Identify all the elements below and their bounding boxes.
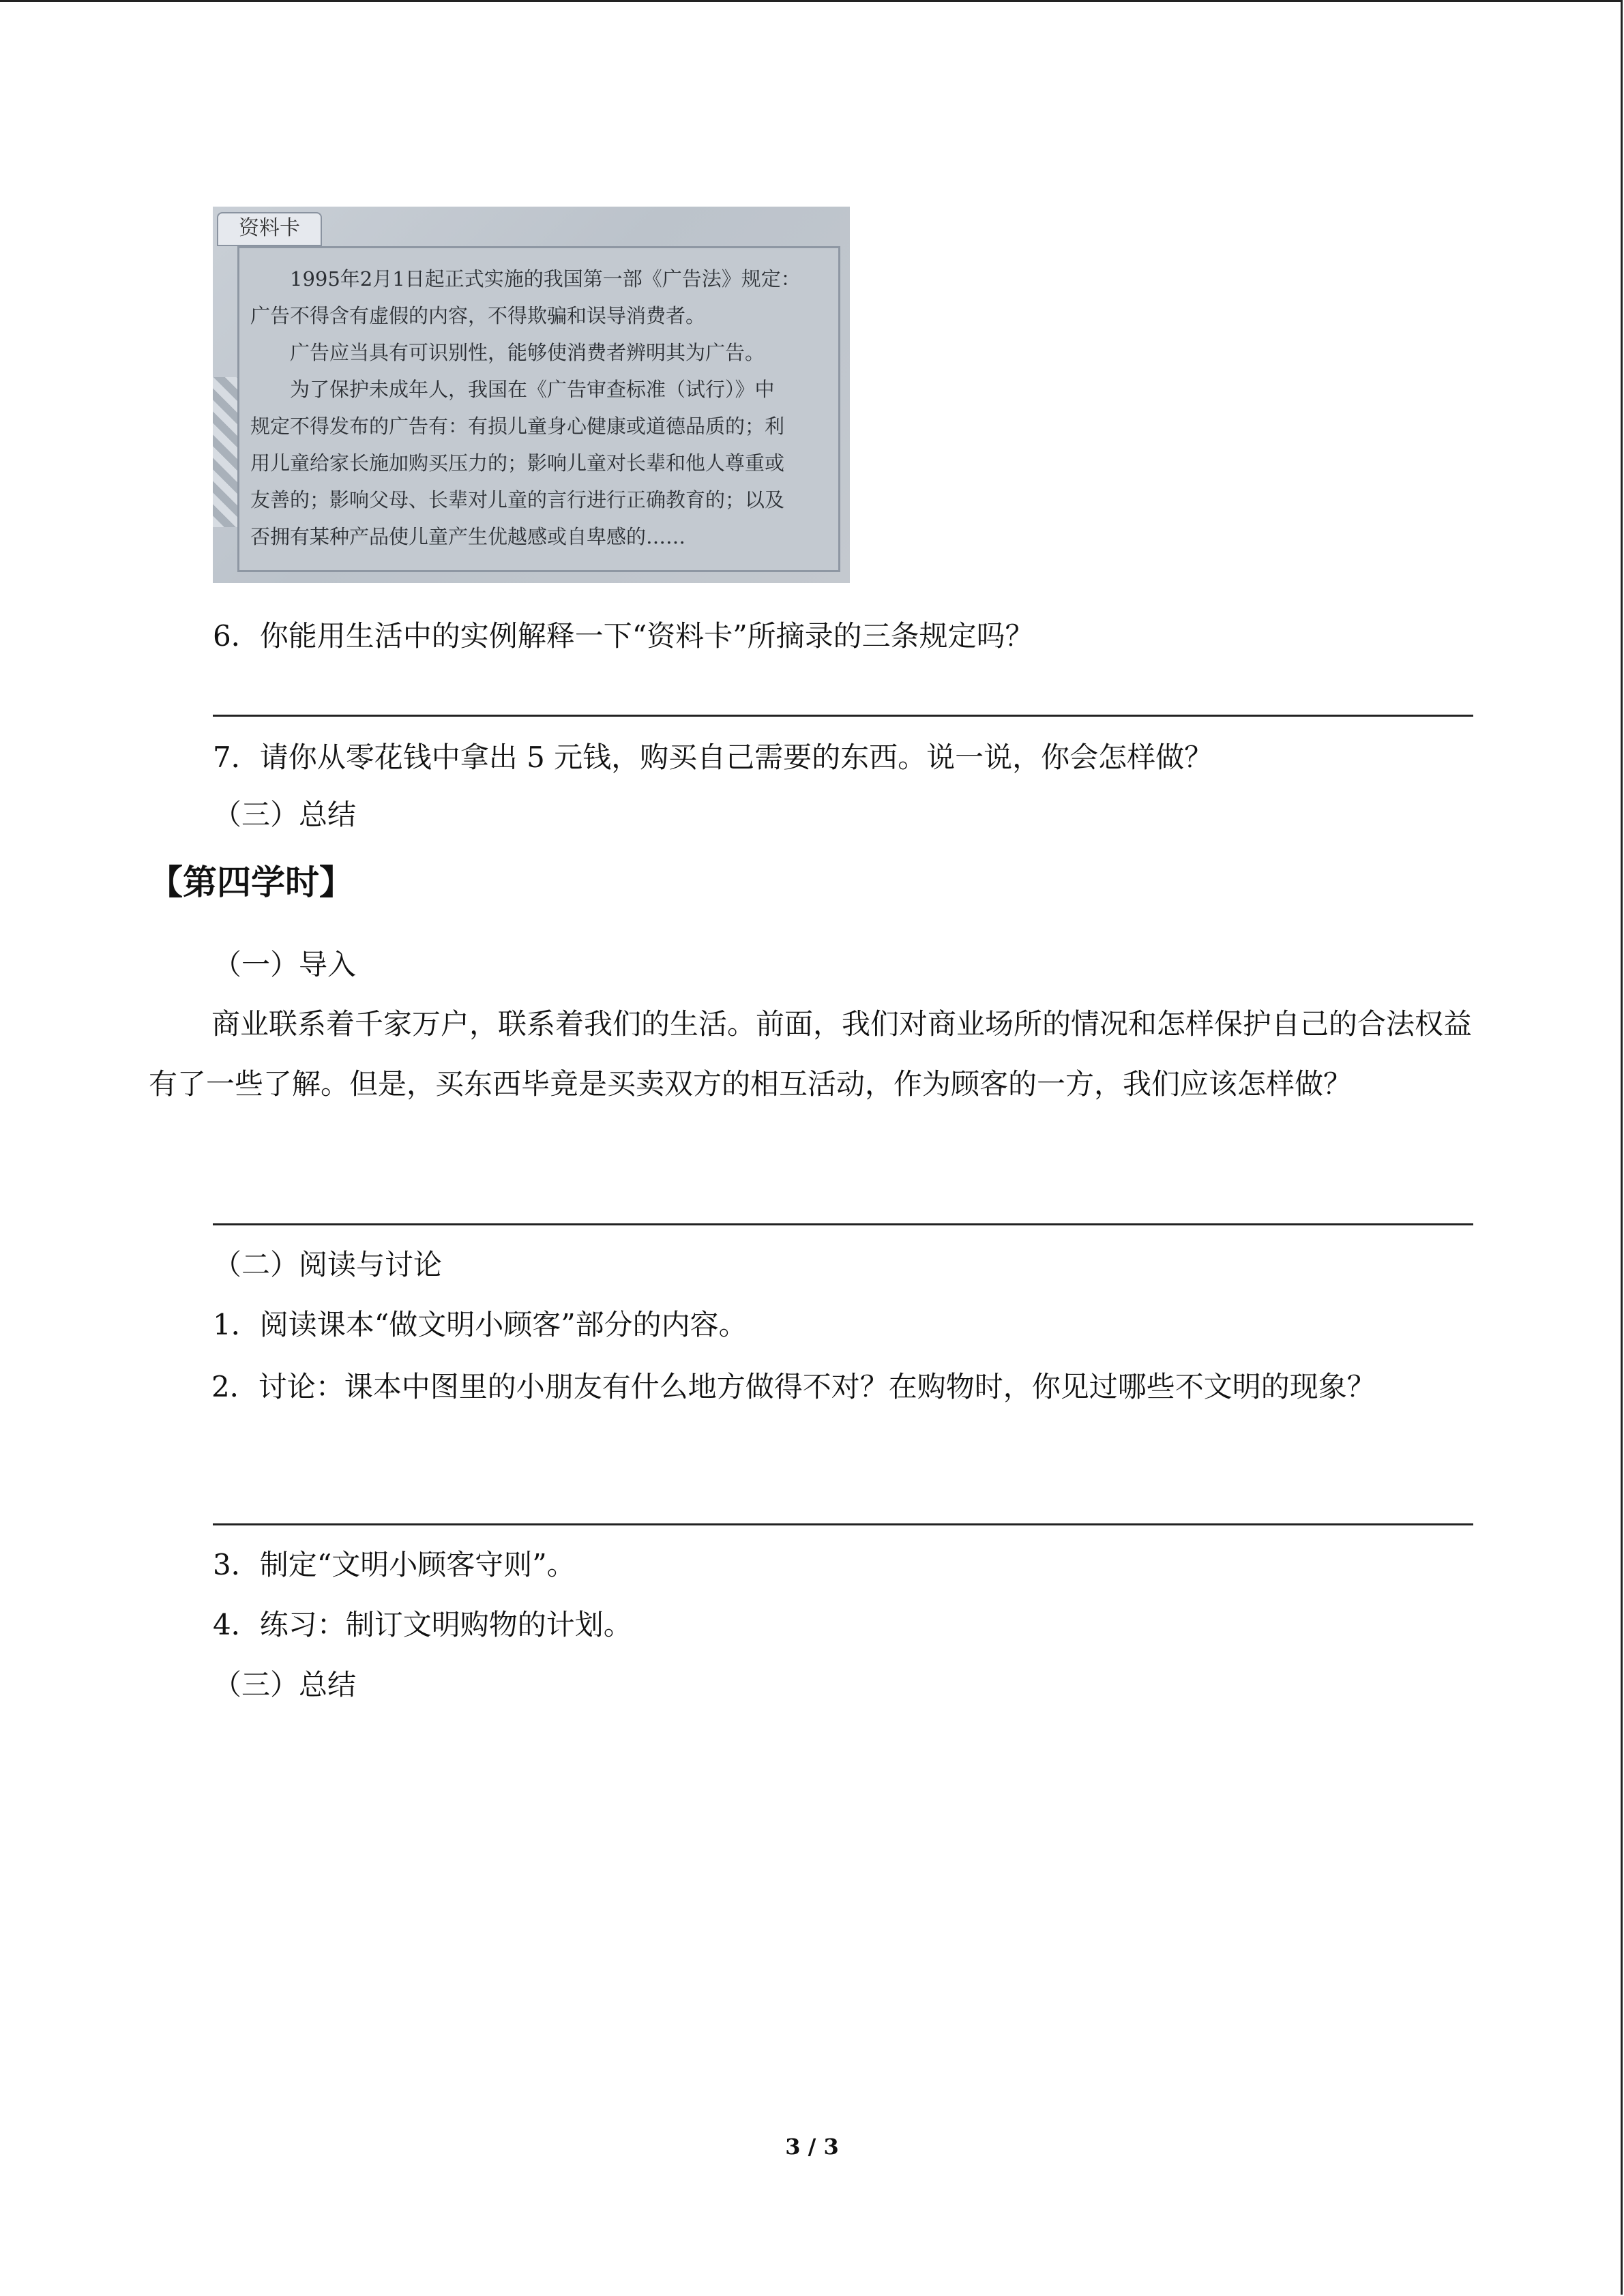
data-card-line: 友善的；影响父母、长辈对儿童的言行进行正确教育的；以及 [250, 488, 785, 511]
data-card-line: 1995年2月1日起正式实施的我国第一部《广告法》规定： [290, 267, 801, 290]
intro-paragraph: 商业联系着千家万户，联系着我们的生活。前面，我们对商业场所的情况和怎样保护自己的合法权益有了一些了解。但是，买东西毕竟是买卖双方的相互活动，作为顾客的一方，我们应该怎样做？ [149, 1007, 1473, 1101]
intro-label: （一）导入 [213, 948, 357, 981]
item-3: 3．制定“文明小顾客守则”。 [213, 1548, 576, 1581]
data-card-image [213, 207, 850, 583]
data-card-line: 为了保护未成年人，我国在《广告审查标准（试行）》中 [290, 378, 775, 401]
data-card-line: 用儿童给家长施加购买压力的；影响儿童对长辈和他人尊重或 [250, 451, 785, 475]
data-card-line: 广告应当具有可识别性，能够使消费者辨明其为广告。 [290, 341, 765, 364]
answer-line [213, 1223, 1473, 1225]
answer-line [213, 715, 1473, 717]
data-card-text [250, 260, 830, 555]
data-card-line: 规定不得发布的广告有：有损儿童身心健康或道德品质的；利 [250, 415, 785, 438]
data-card-body [237, 246, 840, 572]
lesson-4-title: 【第四学时】 [149, 863, 353, 902]
summary-label: （三）总结 [213, 1668, 357, 1701]
item-1: 1．阅读课本“做文明小顾客”部分的内容。 [213, 1308, 748, 1341]
question-6: 6．你能用生活中的实例解释一下“资料卡”所摘录的三条规定吗？ [213, 619, 1034, 653]
item-4: 4．练习：制订文明购物的计划。 [213, 1608, 632, 1641]
question-7: 7．请你从零花钱中拿出 5 元钱，购买自己需要的东西。说一说，你会怎样做？ [213, 741, 1213, 774]
data-card-line: 否拥有某种产品使儿童产生优越感或自卑感的…… [250, 525, 686, 548]
decorative-stripe [213, 377, 240, 527]
item-2: 2．讨论：课本中图里的小朋友有什么地方做得不对？在购物时，你见过哪些不文明的现象？ [211, 1370, 1376, 1403]
summary-label: （三）总结 [213, 798, 357, 831]
data-card-line: 广告不得含有虚假的内容，不得欺骗和误导消费者。 [250, 304, 706, 327]
page-number: 3 / 3 [785, 2134, 839, 2160]
data-card-tab: 资料卡 [217, 212, 322, 246]
answer-line [213, 1523, 1473, 1525]
reading-label: （二）阅读与讨论 [213, 1248, 443, 1281]
